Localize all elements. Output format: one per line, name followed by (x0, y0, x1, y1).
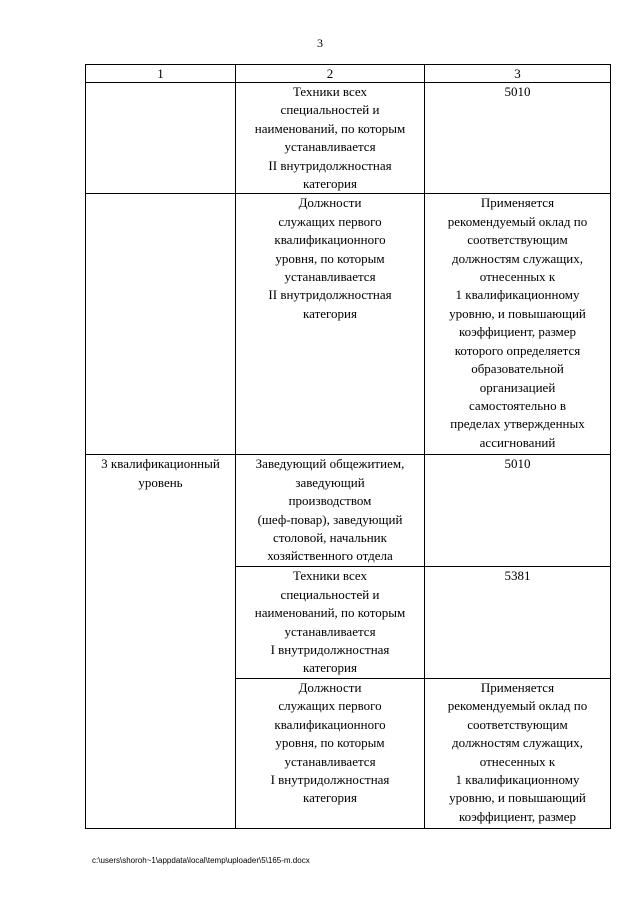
footer-file-path: c:\users\shoroh~1\appdata\local\temp\uploader\5\165-m.docx (92, 856, 310, 865)
position-cell: Заведующий общежитием, заведующий производством (шеф-повар), заведующий столовой, начальник хозяйственного отдела (236, 455, 425, 567)
table-header-row (86, 65, 611, 83)
position-cell: Должности служащих первого квалификационного уровня, по которым устанавливается I внутридолжностная категория (236, 678, 425, 828)
salary-cell: Применяется рекомендуемый оклад по соответствующим должностям служащих, отнесенных к 1 квалификационному уровню, и повышающий коэффициент, размер (425, 678, 611, 828)
qualification-level-cell (86, 194, 236, 455)
salary-cell: Применяется рекомендуемый оклад по соответствующим должностям служащих, отнесенных к 1 квалификационному уровню, и повышающий коэффициент, размер которого определяется образовательной организацией самостоятельно в пределах утвержденных ассигнований (425, 194, 611, 455)
table-row (86, 194, 611, 455)
qualification-level-cell: 3 квалификационный уровень (86, 455, 236, 828)
header-col-2: 2 (236, 65, 425, 83)
salary-table (85, 64, 611, 829)
salary-cell: 5010 (425, 83, 611, 194)
header-col-1: 1 (86, 65, 236, 83)
position-cell: Техники всех специальностей и наименований, по которым устанавливается I внутридолжностная категория (236, 567, 425, 678)
table-row (86, 455, 611, 567)
salary-cell: 5381 (425, 567, 611, 678)
header-col-3: 3 (425, 65, 611, 83)
position-cell: Техники всех специальностей и наименований, по которым устанавливается II внутридолжностная категория (236, 83, 425, 194)
qualification-level-cell (86, 83, 236, 194)
salary-cell: 5010 (425, 455, 611, 567)
table-row (86, 83, 611, 194)
position-cell: Должности служащих первого квалификационного уровня, по которым устанавливается II внутридолжностная категория (236, 194, 425, 455)
page-number: 3 (317, 36, 323, 50)
